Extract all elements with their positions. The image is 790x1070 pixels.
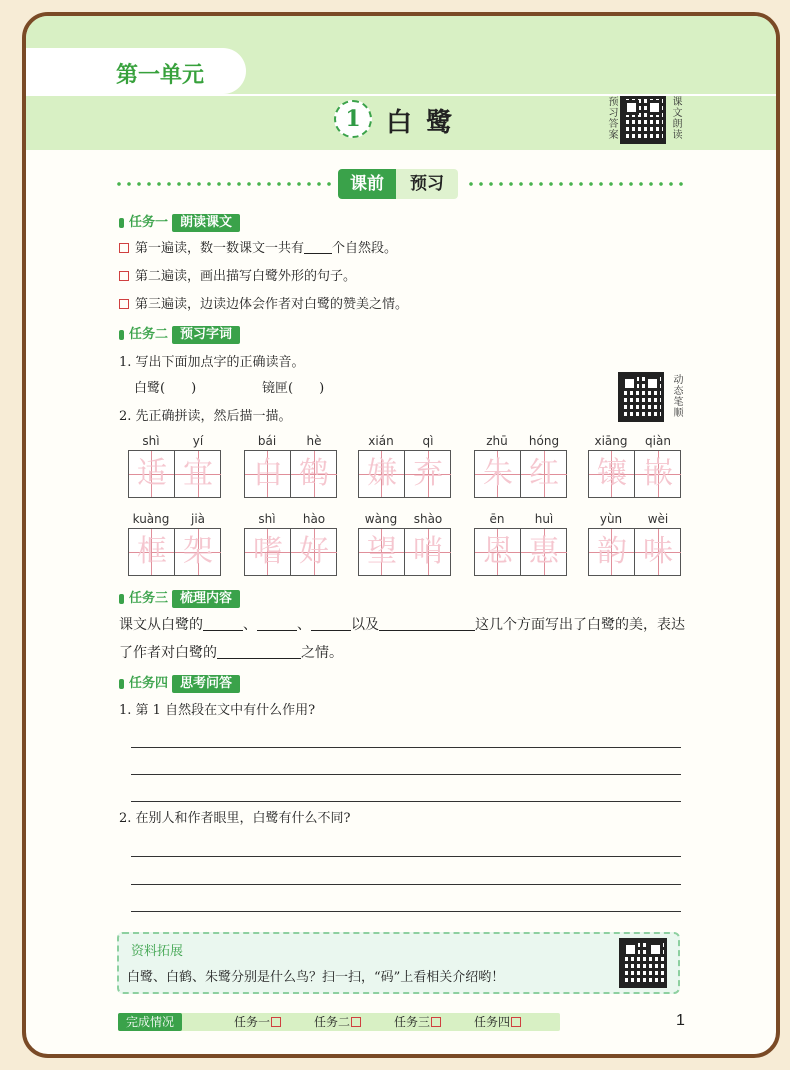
grid-cell[interactable] — [635, 451, 681, 497]
pinyin-syllable: shì — [142, 434, 160, 448]
task3-heading — [119, 590, 240, 608]
word-jingxia: 镜匣 — [262, 381, 289, 396]
trace-character: 框 — [137, 534, 167, 569]
grid-cell[interactable] — [291, 451, 337, 497]
pinyin-syllable: yí — [192, 434, 204, 448]
pinyin-syllable: hè — [306, 434, 322, 448]
blank-4[interactable] — [379, 617, 475, 631]
blank-5[interactable] — [217, 645, 301, 659]
task1-item-2 — [119, 268, 356, 286]
answer-paren-1[interactable]: ( ) — [160, 381, 197, 396]
task4-number: 任务四 — [119, 675, 168, 693]
grid-cell[interactable] — [129, 451, 175, 497]
pinyin-syllable: xiāng — [594, 434, 628, 448]
trace-character: 好 — [299, 534, 329, 569]
trace-character: 鹤 — [299, 456, 329, 491]
lesson-title: 白鹭 — [386, 108, 467, 138]
trace-character: 嗜 — [253, 534, 283, 569]
grid-cell[interactable] — [589, 529, 635, 575]
tian-grid[interactable] — [244, 528, 337, 576]
trace-character: 朱 — [483, 456, 513, 491]
pinyin-syllable: yùn — [599, 512, 623, 526]
pinyin-syllable: shào — [413, 512, 443, 526]
extension-box — [117, 932, 680, 994]
grid-cell[interactable] — [635, 529, 681, 575]
blank-2[interactable] — [257, 617, 297, 631]
tian-grid[interactable] — [128, 450, 221, 498]
grid-cell[interactable] — [291, 529, 337, 575]
checkbox-icon[interactable] — [431, 1017, 441, 1027]
grid-cell[interactable] — [405, 529, 451, 575]
dotted-divider-left — [114, 182, 332, 186]
task3-text-d: 了作者对白鹭的 — [119, 645, 217, 661]
task3-text-b: 以及 — [351, 617, 379, 633]
answer-line[interactable] — [131, 774, 681, 775]
grid-cell[interactable] — [405, 451, 451, 497]
pinyin-syllable: kuàng — [132, 512, 170, 526]
task2-question-2: 2. 先正确拼读，然后描一描。 — [119, 409, 292, 424]
task4-heading — [119, 675, 240, 693]
trace-character: 恩 — [483, 534, 513, 569]
trace-character: 望 — [367, 534, 397, 569]
answer-line[interactable] — [131, 747, 681, 748]
checkbox-icon[interactable] — [119, 299, 129, 309]
answer-paren-2[interactable]: ( ) — [288, 381, 325, 396]
task4-label: 思考问答 — [172, 675, 240, 693]
task1-item-2-text: 第二遍读，画出描写白鹭外形的句子。 — [135, 269, 357, 284]
answer-line[interactable] — [131, 856, 681, 857]
task3-number: 任务三 — [119, 590, 168, 608]
task1-item-1-suffix: 个自然段。 — [332, 241, 398, 256]
trace-character: 味 — [643, 534, 673, 569]
task2-heading — [119, 326, 240, 344]
completion-task3[interactable] — [394, 1013, 441, 1031]
section-heading-part2: 预习 — [396, 169, 458, 199]
tian-grid[interactable] — [358, 450, 451, 498]
trace-character: 嵌 — [643, 456, 673, 491]
pinyin-syllable: shì — [258, 512, 276, 526]
pinyin-syllable: wàng — [364, 512, 398, 526]
section-heading-part1: 课前 — [338, 169, 396, 199]
pinyin-syllable: hóng — [528, 434, 560, 448]
separator: 、 — [243, 617, 257, 633]
task2-label: 预习字词 — [172, 326, 240, 344]
pinyin-syllable: wèi — [647, 512, 669, 526]
task3-line-1 — [119, 616, 685, 634]
qr-caption-strokes: 动态笔顺 — [671, 374, 682, 418]
answer-line[interactable] — [131, 911, 681, 912]
checkbox-icon[interactable] — [511, 1017, 521, 1027]
header-divider — [22, 94, 780, 96]
completion-task4[interactable] — [474, 1013, 521, 1031]
tian-grid[interactable] — [588, 450, 681, 498]
task2-number: 任务二 — [119, 326, 168, 344]
grid-cell[interactable] — [521, 529, 567, 575]
pinyin-syllable: bái — [257, 434, 277, 448]
task4-question-1: 1. 第 1 自然段在文中有什么作用? — [119, 703, 316, 718]
pinyin-item-1 — [134, 380, 196, 398]
lesson-number: 1 — [334, 100, 372, 138]
task3-label: 梳理内容 — [172, 590, 240, 608]
pinyin-syllable: jià — [190, 512, 206, 526]
pinyin-syllable: xián — [368, 434, 394, 448]
pinyin-syllable: qiàn — [645, 434, 671, 448]
trace-character: 韵 — [597, 534, 627, 569]
task1-item-1 — [119, 240, 397, 258]
trace-character: 嫌 — [367, 456, 397, 491]
tian-grid[interactable] — [244, 450, 337, 498]
completion-task4-label: 任务四 — [474, 1015, 511, 1029]
completion-task3-label: 任务三 — [394, 1015, 431, 1029]
unit-title: 第一单元 — [116, 63, 205, 88]
pinyin-syllable: ēn — [489, 512, 505, 526]
grid-cell[interactable] — [245, 451, 291, 497]
blank-1[interactable] — [203, 617, 243, 631]
page-frame — [22, 12, 780, 1058]
completion-bar — [118, 1013, 560, 1031]
tian-grid[interactable] — [474, 450, 567, 498]
completion-task1[interactable] — [234, 1013, 281, 1031]
section-heading — [338, 169, 458, 199]
completion-label: 完成情况 — [118, 1013, 182, 1031]
trace-character: 宜 — [183, 456, 213, 491]
grid-cell[interactable] — [175, 451, 221, 497]
task3-text-a: 课文从白鹭的 — [119, 617, 203, 633]
qr-code-answers[interactable] — [620, 96, 666, 144]
dotted-divider-right — [466, 182, 686, 186]
blank-3[interactable] — [311, 617, 351, 631]
extension-body: 白鹭、白鹤、朱鹭分别是什么鸟？扫一扫，“码”上看相关介绍哟！ — [127, 970, 505, 985]
trace-character: 架 — [183, 534, 213, 569]
task3-line-2 — [119, 644, 343, 662]
pinyin-syllable: hào — [302, 512, 326, 526]
tian-grid[interactable] — [358, 528, 451, 576]
trace-character: 适 — [137, 456, 167, 491]
task3-text-c: 这几个方面写出了白鹭的美，表达 — [475, 617, 685, 633]
pinyin-syllable: huì — [534, 512, 554, 526]
separator: 、 — [297, 617, 311, 633]
qr-code-extension[interactable] — [619, 938, 667, 988]
grid-cell[interactable] — [475, 529, 521, 575]
blank-paragraph-count[interactable] — [304, 240, 332, 254]
word-bailu: 白鹭 — [134, 381, 161, 396]
extension-title: 资料拓展 — [131, 944, 184, 959]
answer-line[interactable] — [131, 801, 681, 802]
tian-grid[interactable] — [128, 528, 221, 576]
grid-cell[interactable] — [359, 451, 405, 497]
checkbox-icon[interactable] — [351, 1017, 361, 1027]
grid-cell[interactable] — [589, 451, 635, 497]
pinyin-item-2 — [262, 380, 324, 398]
trace-character: 哨 — [413, 534, 443, 569]
completion-task2[interactable] — [314, 1013, 361, 1031]
trace-character: 弃 — [413, 456, 443, 491]
tian-grid[interactable] — [588, 528, 681, 576]
grid-cell[interactable] — [175, 529, 221, 575]
task1-heading — [119, 214, 240, 232]
task1-item-1-text: 第一遍读，数一数课文一共有 — [135, 241, 305, 256]
grid-cell[interactable] — [129, 529, 175, 575]
trace-character: 白 — [253, 456, 283, 491]
qr-caption-answers: 预习答案 — [606, 96, 617, 140]
qr-caption-reading: 课文朗读 — [670, 96, 681, 140]
checkbox-icon[interactable] — [119, 271, 129, 281]
checkbox-icon[interactable] — [271, 1017, 281, 1027]
task1-label: 朗读课文 — [172, 214, 240, 232]
grid-cell[interactable] — [521, 451, 567, 497]
pinyin-syllable: qì — [422, 434, 434, 448]
trace-character: 惠 — [529, 534, 559, 569]
task1-item-3-text: 第三遍读，边读边体会作者对白鹭的赞美之情。 — [135, 297, 409, 312]
task1-item-3 — [119, 296, 408, 314]
page-number: 1 — [676, 1012, 685, 1029]
grid-cell[interactable] — [359, 529, 405, 575]
task2-question-1: 1. 写出下面加点字的正确读音。 — [119, 355, 305, 370]
pinyin-syllable: zhū — [486, 434, 508, 448]
answer-line[interactable] — [131, 884, 681, 885]
task4-question-2: 2. 在别人和作者眼里，白鹭有什么不同? — [119, 811, 351, 826]
completion-task2-label: 任务二 — [314, 1015, 351, 1029]
grid-cell[interactable] — [245, 529, 291, 575]
tian-grid[interactable] — [474, 528, 567, 576]
trace-character: 镶 — [597, 456, 627, 491]
checkbox-icon[interactable] — [119, 243, 129, 253]
task1-number: 任务一 — [119, 214, 168, 232]
qr-code-strokes[interactable] — [618, 372, 664, 422]
task3-text-e: 之情。 — [301, 645, 343, 661]
completion-task1-label: 任务一 — [234, 1015, 271, 1029]
grid-cell[interactable] — [475, 451, 521, 497]
trace-character: 红 — [529, 456, 559, 491]
